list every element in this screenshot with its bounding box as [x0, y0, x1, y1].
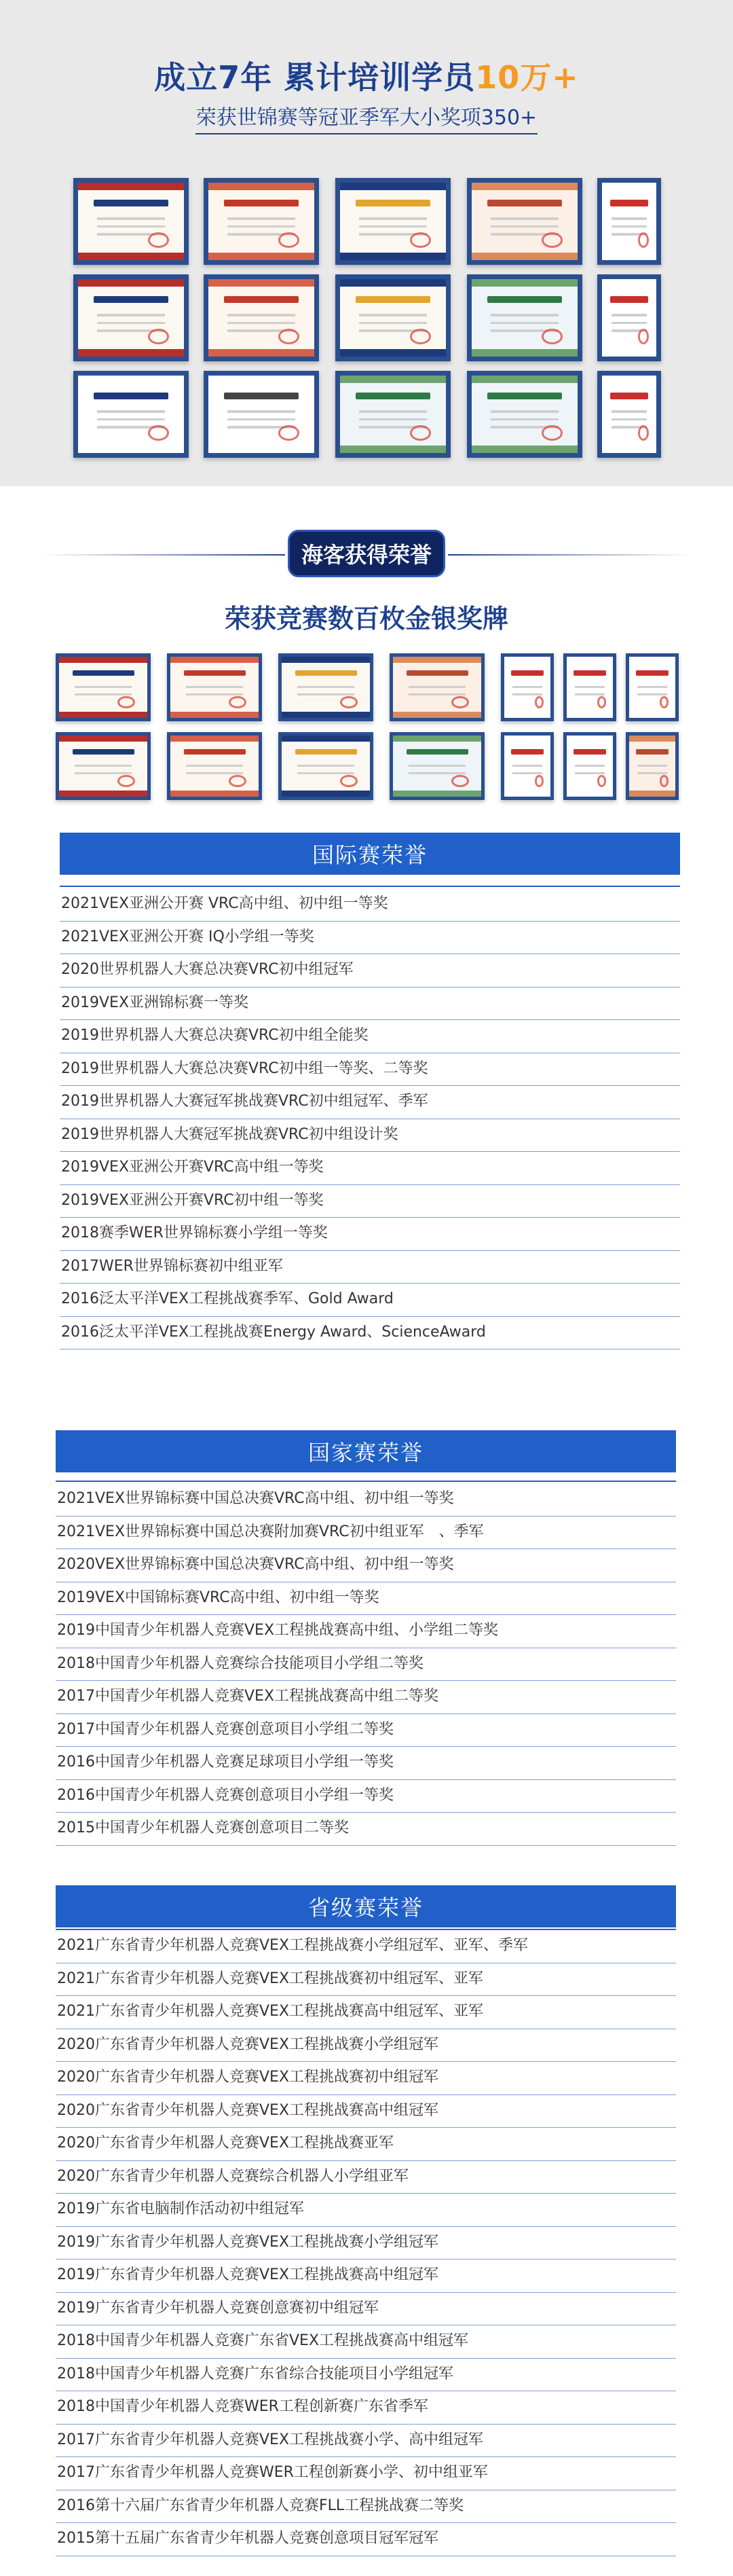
honor-list-item: 2019世界机器人大赛冠军挑战赛VRC初中组设计奖	[60, 1119, 680, 1153]
hero-headline	[0, 53, 733, 98]
certificate-image	[501, 653, 554, 721]
certificate-image	[335, 274, 451, 361]
honor-list-item: 2021VEX亚洲公开赛 VRC高中组、初中组一等奖	[60, 888, 680, 922]
honor-list-item: 2021广东省青少年机器人竞赛VEX工程挑战赛高中组冠军、亚军	[56, 1996, 676, 2029]
honor-list-item: 2018中国青少年机器人竞赛广东省VEX工程挑战赛高中组冠军	[56, 2325, 676, 2359]
honor-banner-rule-left	[41, 554, 285, 556]
certificate-image	[390, 653, 485, 721]
certificate-image	[167, 732, 262, 800]
honor-list-item: 2020广东省青少年机器人竞赛VEX工程挑战赛小学组冠军	[56, 2029, 676, 2063]
honor-banner	[0, 530, 733, 577]
honor-list-item: 2019广东省电脑制作活动初中组冠军	[56, 2194, 676, 2227]
honor-list-item: 2019VEX亚洲锦标赛一等奖	[60, 987, 680, 1021]
certificate-image	[597, 371, 661, 458]
international-honor-list	[60, 888, 680, 1349]
international-section-rule	[60, 886, 680, 887]
honor-list-item: 2020广东省青少年机器人竞赛综合机器人小学组亚军	[56, 2161, 676, 2194]
honor-list-item: 2019广东省青少年机器人竞赛VEX工程挑战赛小学组冠军	[56, 2227, 676, 2260]
hero-headline-accent: 10万+	[475, 59, 579, 96]
certificate-image	[597, 178, 661, 265]
certificate-image	[278, 732, 373, 800]
hero-headline-main: 成立7年 累计培训学员	[154, 59, 476, 96]
honor-list-item: 2018中国青少年机器人竞赛综合技能项目小学组二等奖	[56, 1648, 676, 1682]
national-section-title: 国家赛荣誉	[56, 1430, 676, 1472]
honor-list-item: 2019广东省青少年机器人竞赛创意赛初中组冠军	[56, 2293, 676, 2326]
honor-list-item: 2021VEX世界锦标赛中国总决赛附加赛VRC初中组亚军 、季军	[56, 1517, 676, 1550]
honor-list-item: 2017中国青少年机器人竞赛VEX工程挑战赛高中组二等奖	[56, 1681, 676, 1714]
national-section-rule	[56, 1481, 676, 1482]
certificate-image	[563, 653, 616, 721]
honor-list-item: 2021广东省青少年机器人竞赛VEX工程挑战赛初中组冠军、亚军	[56, 1963, 676, 1997]
honor-list-item: 2019世界机器人大赛总决赛VRC初中组一等奖、二等奖	[60, 1053, 680, 1087]
certificate-image	[73, 274, 189, 361]
honor-list-item: 2020广东省青少年机器人竞赛VEX工程挑战赛亚军	[56, 2128, 676, 2161]
honor-list-item: 2017中国青少年机器人竞赛创意项目小学组二等奖	[56, 1714, 676, 1747]
certificate-image	[73, 178, 189, 265]
honor-list-item: 2017广东省青少年机器人竞赛WER工程创新赛小学、初中组亚军	[56, 2457, 676, 2490]
certificate-image	[467, 371, 582, 458]
honor-list-item: 2020广东省青少年机器人竞赛VEX工程挑战赛高中组冠军	[56, 2095, 676, 2128]
honor-list-item: 2015中国青少年机器人竞赛创意项目二等奖	[56, 1813, 676, 1846]
certificate-image	[626, 653, 679, 721]
honor-list-item: 2019世界机器人大赛总决赛VRC初中组全能奖	[60, 1020, 680, 1053]
certificate-image	[626, 732, 679, 800]
honor-list-item: 2019VEX中国锦标赛VRC高中组、初中组一等奖	[56, 1582, 676, 1616]
hero-section	[0, 0, 733, 486]
honor-list-item: 2016泛太平洋VEX工程挑战赛Energy Award、ScienceAward	[60, 1317, 680, 1350]
certificate-image	[335, 178, 451, 265]
provincial-section-title: 省级赛荣誉	[56, 1885, 676, 1927]
certificate-image	[597, 274, 661, 361]
honor-list-item: 2017WER世界锦标赛初中组亚军	[60, 1251, 680, 1284]
certificate-image	[56, 732, 151, 800]
honor-list-item: 2019世界机器人大赛冠军挑战赛VRC初中组冠军、季军	[60, 1086, 680, 1119]
honor-list-item: 2016中国青少年机器人竞赛创意项目小学组一等奖	[56, 1780, 676, 1813]
certificate-image	[335, 371, 451, 458]
international-section-title: 国际赛荣誉	[60, 833, 680, 875]
certificate-image	[467, 274, 582, 361]
honor-list-item: 2021广东省青少年机器人竞赛VEX工程挑战赛小学组冠军、亚军、季军	[56, 1930, 676, 1963]
honor-list-item: 2017广东省青少年机器人竞赛VEX工程挑战赛小学、高中组冠军	[56, 2425, 676, 2458]
certificate-image	[73, 371, 189, 458]
honor-list-item: 2020世界机器人大赛总决赛VRC初中组冠军	[60, 954, 680, 987]
honor-subtitle: 荣获竞赛数百枚金银奖牌	[224, 604, 508, 634]
honor-list-item: 2018赛季WER世界锦标赛小学组一等奖	[60, 1218, 680, 1251]
certificate-image	[56, 653, 151, 721]
certificate-image	[167, 653, 262, 721]
honor-list-item: 2019VEX亚洲公开赛VRC初中组一等奖	[60, 1185, 680, 1218]
national-honor-list	[56, 1483, 676, 1846]
certificate-image	[204, 178, 319, 265]
honor-list-item: 2020广东省青少年机器人竞赛VEX工程挑战赛初中组冠军	[56, 2062, 676, 2095]
certificate-image	[204, 371, 319, 458]
honor-list-item: 2016第十六届广东省青少年机器人竞赛FLL工程挑战赛二等奖	[56, 2490, 676, 2524]
honor-list-item: 2019VEX亚洲公开赛VRC高中组一等奖	[60, 1152, 680, 1185]
certificate-image	[390, 732, 485, 800]
certificate-image	[501, 732, 554, 800]
honor-list-item: 2018中国青少年机器人竞赛WER工程创新赛广东省季军	[56, 2391, 676, 2425]
honor-list-item: 2019广东省青少年机器人竞赛VEX工程挑战赛高中组冠军	[56, 2260, 676, 2293]
honor-banner-label: 海客获得荣誉	[288, 530, 445, 577]
honor-banner-rule-right	[448, 554, 692, 556]
provincial-honor-list	[56, 1930, 676, 2556]
hero-subline: 荣获世锦赛等冠亚季军大小奖项350+	[195, 106, 538, 130]
honor-list-item: 2016泛太平洋VEX工程挑战赛季军、Gold Award	[60, 1284, 680, 1317]
certificate-image	[204, 274, 319, 361]
hero-divider	[195, 133, 538, 134]
certificate-image	[563, 732, 616, 800]
certificate-image	[278, 653, 373, 721]
honor-list-item: 2019中国青少年机器人竞赛VEX工程挑战赛高中组、小学组二等奖	[56, 1615, 676, 1648]
honor-list-item: 2015第十五届广东省青少年机器人竞赛创意项目冠军冠军	[56, 2523, 676, 2556]
honor-list-item: 2016中国青少年机器人竞赛足球项目小学组一等奖	[56, 1747, 676, 1780]
certificate-image	[467, 178, 582, 265]
honor-list-item: 2021VEX世界锦标赛中国总决赛VRC高中组、初中组一等奖	[56, 1483, 676, 1517]
honor-list-item: 2018中国青少年机器人竞赛广东省综合技能项目小学组冠军	[56, 2359, 676, 2392]
honor-list-item: 2020VEX世界锦标赛中国总决赛VRC高中组、初中组一等奖	[56, 1549, 676, 1582]
honor-list-item: 2021VEX亚洲公开赛 IQ小学组一等奖	[60, 922, 680, 955]
